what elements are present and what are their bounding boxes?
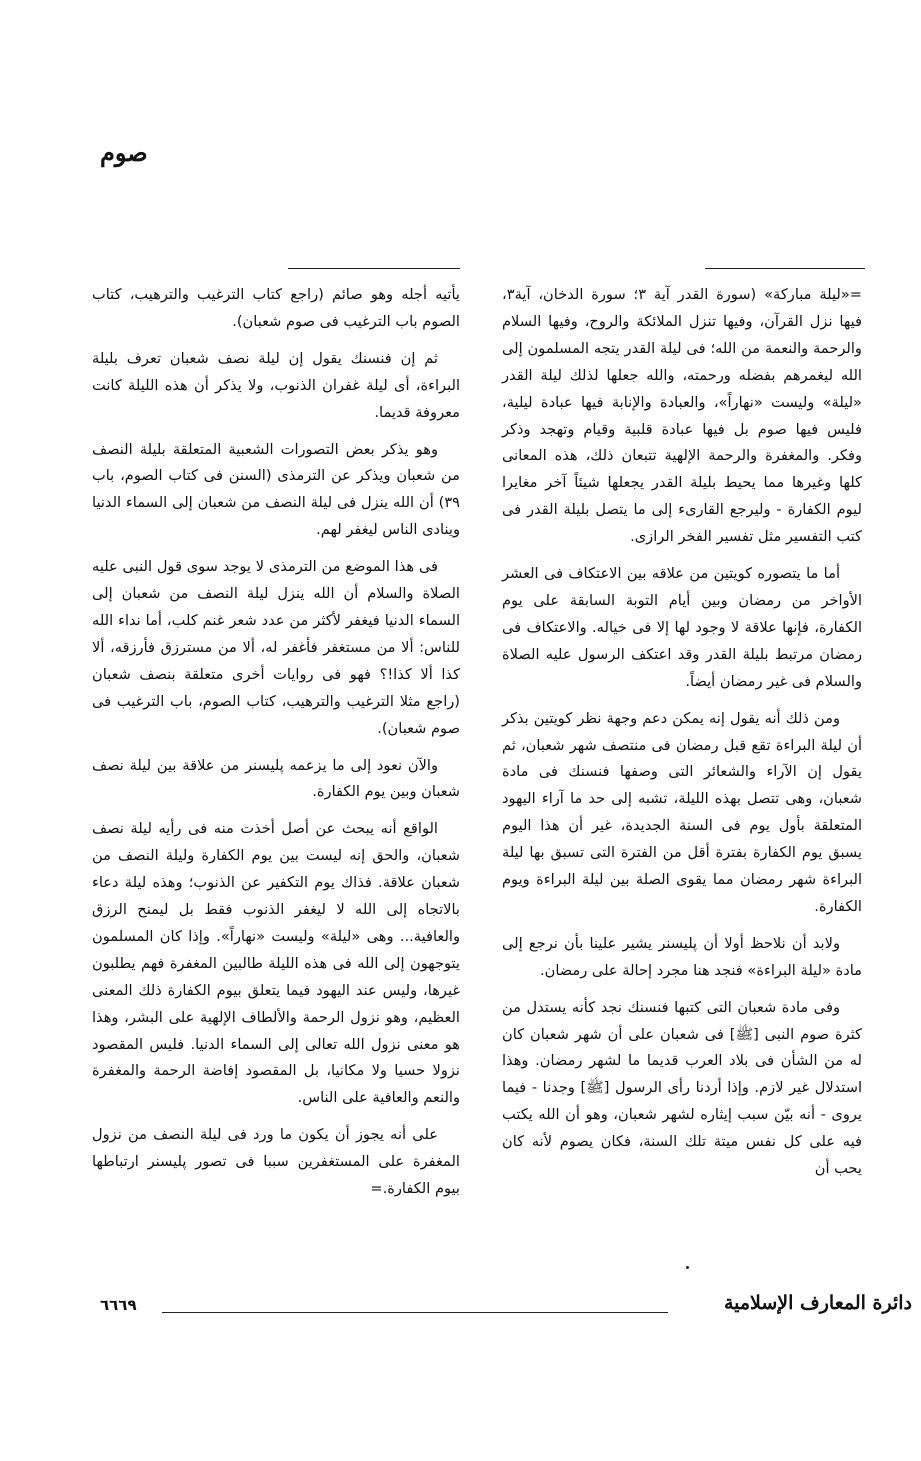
left-paragraph-2: ثم إن فنسنك يقول إن ليلة نصف شعبان تعرف بليلة البراءة، أى ليلة غفران الذنوب، ولا يذكر أن هذه الليلة كانت معروفة قديما.: [92, 349, 460, 421]
page-header-title: صوم: [100, 138, 148, 167]
stray-dot: [686, 1266, 689, 1269]
right-paragraph-3: ومن ذلك أنه يقول إنه يمكن دعم وجهة نظر كويتين بذكر أن ليلة البراءة تقع قبل رمضان فى منتصف شهر شعبان، ثم يقول إن الآراء والشعائر التى وصفها فنسنك فى مادة شعبان، وهى تتصل بهذه الليلة، تشبه إلى حد ما آراء اليهود المتعلقة بأول يوم فى السنة الجديدة، غير أن هذا اليوم يسبق يوم الكفارة بفترة أقل من الفترة التى تسبق بها ليلة البراءة شهر رمضان مما يقوى الصلة بين ليلة البراءة ويوم الكفارة.: [502, 709, 862, 915]
right-column: [502, 282, 862, 1193]
right-paragraph-2: أما ما يتصوره كويتين من علاقه بين الاعتكاف فى العشر الأواخر من رمضان وبين أيام التوبة السابقة على يوم الكفارة، فإنها علاقة لا وجود لها إلا فى خياله. والاعتكاف فى رمضان مرتبط بليلة القدر وقد اعتكف الرسول عليه الصلاة والسلام فى غير رمضان أيضاً.: [502, 565, 862, 690]
column-top-rule-right: [705, 268, 865, 269]
left-column: [92, 282, 460, 1213]
right-paragraph-1: =«ليلة مباركة» (سورة القدر آية ٣؛ سورة الدخان، آية٣، فيها نزل القرآن، وفيها تنزل الملائكة والروح، وفيها السلام والرحمة والنعمة من الله؛ فى ليلة القدر يتجه المسلمون إلى الله ليغمرهم بفضله ورحمته، والله جعلها لذلك ليلة القدر «ليلة» وليست «نهاراً»، والعبادة والإنابة فيها عبادة ليلية، فليس فيها صوم بل فيها عبادة قلبية وقيام وتهجد وذكر وفكر. والمغفرة والرحمة الإلهية تتبعان ذلك، هذه المعانى كلها وغيرها مما يحيط بليلة القدر يجعلها شيئاً آخر مغايرا ليوم الكفارة - وليرجع القارىء إلى ما يتصل بليلة القدر فى كتب التفسير مثل تفسير الفخر الرازى.: [502, 286, 862, 546]
left-paragraph-6: الواقع أنه يبحث عن أصل أخذت منه فى رأيه ليلة نصف شعبان، والحق إنه ليست بين يوم الكفارة وليلة النصف من شعبان علاقة. فذاك يوم التكفير عن الذنوب؛ وهذه ليلة دعاء بالاتجاه إلى الله لا ليغفر الذنوب فقط بل ليمنح الرزق والعافية... وهى «ليلة» وليست «نهاراً». وإذا كان المسلمون يتوجهون إلى الله فى هذه الليلة طالبين المغفرة فهم يطلبون غيرها، وليس عند اليهود فيما يتعلق بيوم الكفارة ذلك المعنى العظيم، وهو نزول الرحمة والألطاف الإلهية على البشر، وهذا هو معنى نزول الله تعالى إلى السماء الدنيا. فليس المقصود نزولا حسيا ولا مكانيا، بل المقصود إفاضة الرحمة والمغفرة والنعم والعافية على الناس.: [92, 820, 460, 1107]
left-paragraph-1: يأتيه أجله وهو صائم (راجع كتاب الترغيب والترهيب، كتاب الصوم باب الترغيب فى صوم شعبان).: [92, 286, 460, 330]
left-paragraph-3: وهو يذكر بعض التصورات الشعبية المتعلقة بليلة النصف من شعبان ويذكر عن الترمذى (السنن فى كتاب الصوم، باب ٣٩) أن الله ينزل فى ليلة النصف من شعبان إلى السماء الدنيا وينادى الناس ليغفر لهم.: [92, 440, 460, 539]
left-paragraph-5: والآن نعود إلى ما يزعمه پليسنر من علاقة بين ليلة نصف شعبان وبين يوم الكفارة.: [92, 756, 460, 801]
page-footer: [100, 1290, 912, 1324]
left-paragraph-4: فى هذا الموضع من الترمذى لا يوجد سوى قول النبى عليه الصلاة والسلام أن الله ينزل ليلة النصف من شعبان إلى السماء الدنيا فيغفر لأكثر من عدد شعر غنم كلب، أما نداء الله للناس: ألا من مستغفر فأغفر له، ألا من مسترزق فأرزقه، ألا كذا ألا كذا!؟ فهو فى روايات أخرى متعلقة بنصف شعبان (راجع مثلا الترغيب والترهيب، كتاب الصوم، باب الترغيب فى صوم شعبان).: [92, 558, 460, 737]
footer-rule: [162, 1312, 668, 1313]
footer-encyclopedia-title: دائرة المعارف الإسلامية: [723, 1292, 912, 1314]
right-paragraph-4: ولابد أن نلاحظ أولا أن پليسنر يشير علينا بأن نرجع إلى مادة «ليلة البراءة» فنجد هنا مجرد إحالة على رمضان.: [502, 934, 862, 979]
right-paragraph-5: وفى مادة شعبان التى كتبها فنسنك نجد كأنه يستدل من كثرة صوم النبى [ﷺ] فى شعبان على أن شهر شعبان كان له من الشأن فى بلاد العرب قديما ما لشهر رمضان. وهذا استدلال غير لازم. وإذا أردنا رأى الرسول [ﷺ] وجدنا - فيما يروى - أنه بيّن سبب إيثاره لشهر شعبان، وهو أن الله يكتب فيه على كل نفس ميتة تلك السنة، فكان يصوم لأنه كان يحب أن: [502, 998, 862, 1178]
left-paragraph-7: على أنه يجوز أن يكون ما ورد فى ليلة النصف من نزول المغفرة على المستغفرين سببا فى تصور پليسنر ارتباطها بيوم الكفارة.=: [92, 1126, 460, 1198]
column-top-rule-left: [288, 268, 460, 269]
footer-page-number: ٦٦٦٩: [100, 1296, 137, 1314]
